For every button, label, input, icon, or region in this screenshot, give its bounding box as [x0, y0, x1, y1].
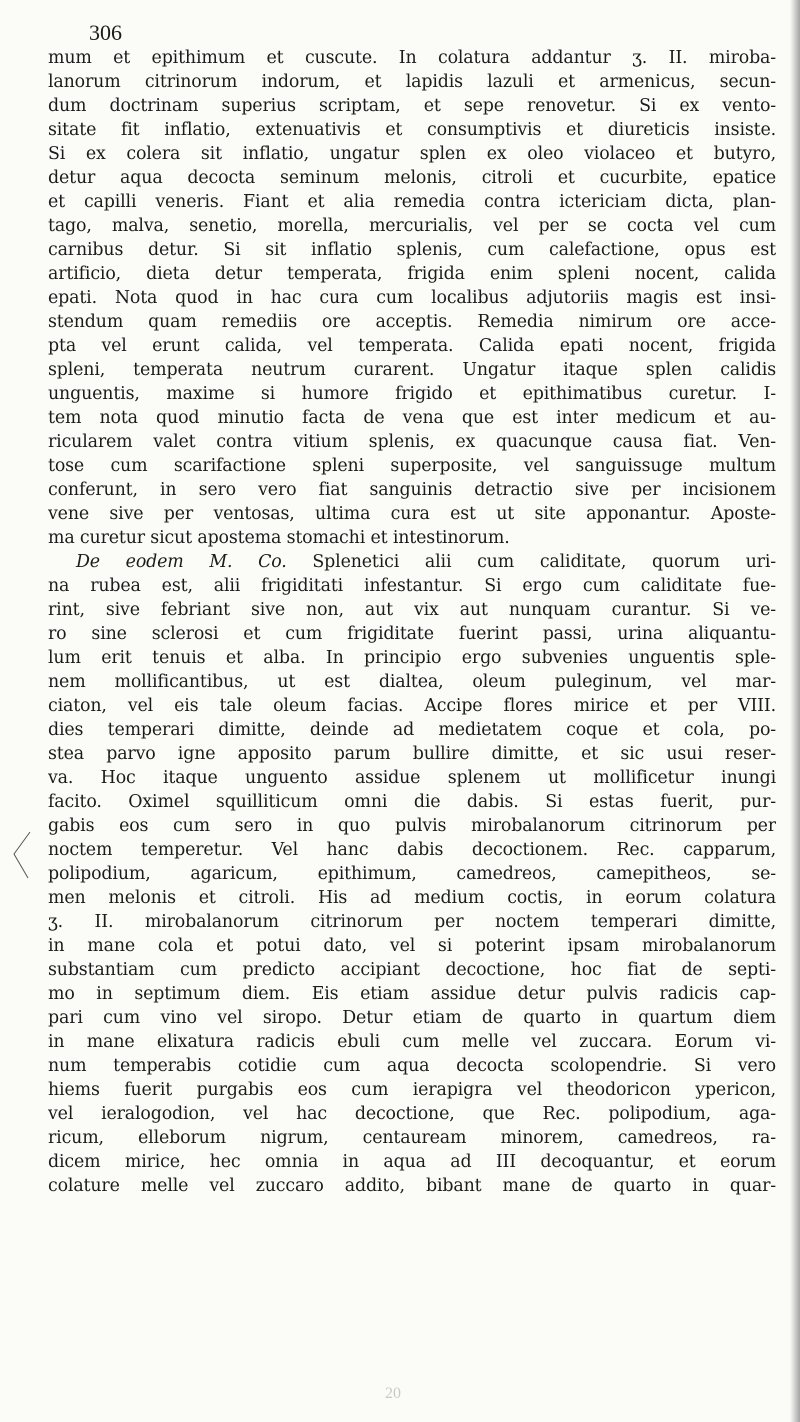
- text-line: ro sine sclerosi et cum frigiditate fuerint passi, urina aliquantu-: [48, 624, 776, 644]
- text-line: ciaton, vel eis tale oleum facias. Accipe flores mirice et per VIII.: [48, 696, 776, 716]
- text-line: conferunt, in sero vero fiat sanguinis detractio sive per incisionem: [48, 480, 776, 500]
- text-line: in mane elixatura radicis ebuli cum melle vel zuccara. Eorum vi-: [48, 1032, 776, 1052]
- text-line: in mane cola et potui dato, vel si poterint ipsam mirobalanorum: [48, 936, 776, 956]
- text-line: mum et epithimum et cuscute. In colatura addantur ʒ. II. miroba-: [48, 48, 776, 68]
- text-line: men melonis et citroli. His ad medium coctis, in eorum colatura: [48, 888, 776, 908]
- text-line: colature melle vel zuccaro addito, bibant mane de quarto in quar-: [48, 1176, 776, 1196]
- text-line: epati. Nota quod in hac cura cum localibus adjutoriis magis est insi-: [48, 288, 776, 308]
- text-line: ma curetur sicut apostema stomachi et intestinorum.: [48, 528, 510, 548]
- text-line: facito. Oximel squilliticum omni die dabis. Si estas fuerit, pur-: [48, 792, 776, 812]
- text-line: Si ex colera sit inflatio, ungatur splen ex oleo violaceo et butyro,: [48, 144, 776, 164]
- text-line: stendum quam remediis ore acceptis. Remedia nimirum ore acce-: [48, 312, 776, 332]
- page-number: 306: [89, 20, 122, 45]
- section-rubric: De eodem M. Co.: [76, 552, 287, 572]
- text-line: spleni, temperata neutrum curarent. Ungatur itaque splen calidis: [48, 360, 776, 380]
- footer-signature: 20: [385, 1385, 401, 1402]
- text-line: unguentis, maxime si humore frigido et epithimatibus curetur. I-: [48, 384, 776, 404]
- text-line: rint, sive febriant sive non, aut vix aut nunquam curantur. Si ve-: [48, 600, 776, 620]
- text-line: vene sive per ventosas, ultima cura est ut site apponantur. Aposte-: [48, 504, 776, 524]
- text-line: mo in septimum diem. Eis etiam assidue detur pulvis radicis cap-: [48, 984, 776, 1004]
- body-text: [48, 46, 776, 1198]
- text-line: tago, malva, senetio, morella, mercurialis, vel per se cocta vel cum: [48, 216, 776, 236]
- text-line-continuation: Splenetici alii cum caliditate, quorum uri-: [312, 552, 776, 572]
- text-line: dum doctrinam superius scriptam, et sepe renovetur. Si ex vento-: [48, 96, 776, 116]
- text-line: hiems fuerit purgabis eos cum ierapigra vel theodoricon ypericon,: [48, 1080, 776, 1100]
- paragraph-start-line: [48, 550, 776, 574]
- text-line: dicem mirice, hec omnia in aqua ad III decoquantur, et eorum: [48, 1152, 776, 1172]
- text-line: et capilli veneris. Fiant et alia remedia contra ictericiam dicta, plan-: [48, 192, 776, 212]
- text-line: ricularem valet contra vitium splenis, ex quacunque causa fiat. Ven-: [48, 432, 776, 452]
- text-line: ricum, elleborum nigrum, centauream minorem, camedreos, ra-: [48, 1128, 776, 1148]
- text-line: vel ieralogodion, vel hac decoctione, que Rec. polipodium, aga-: [48, 1104, 776, 1124]
- text-line: pari cum vino vel siropo. Detur etiam de quarto in quartum diem: [48, 1008, 776, 1028]
- text-line: noctem temperetur. Vel hanc dabis decoctionem. Rec. capparum,: [48, 840, 776, 860]
- text-line: detur aqua decocta seminum melonis, citroli et cucurbite, epatice: [48, 168, 776, 188]
- text-line: tem nota quod minutio facta de vena que est inter medicum et au-: [48, 408, 776, 428]
- margin-bracket-mark: [4, 830, 34, 880]
- text-line: carnibus detur. Si sit inflatio splenis, cum calefactione, opus est: [48, 240, 776, 260]
- text-line: polipodium, agaricum, epithimum, camedreos, camepitheos, se-: [48, 864, 776, 884]
- text-line: gabis eos cum sero in quo pulvis mirobalanorum citrinorum per: [48, 816, 776, 836]
- text-line: sitate fit inflatio, extenuativis et consumptivis et diureticis insiste.: [48, 120, 776, 140]
- text-line: artificio, dieta detur temperata, frigida enim spleni nocent, calida: [48, 264, 776, 284]
- text-line: lanorum citrinorum indorum, et lapidis lazuli et armenicus, secun-: [48, 72, 776, 92]
- text-line: lum erit tenuis et alba. In principio ergo subvenies unguentis sple-: [48, 648, 776, 668]
- text-line: va. Hoc itaque unguento assidue splenem ut mollificetur inungi: [48, 768, 776, 788]
- text-line: dies temperari dimitte, deinde ad medietatem coque et cola, po-: [48, 720, 776, 740]
- text-line: nem mollificantibus, ut est dialtea, oleum puleginum, vel mar-: [48, 672, 776, 692]
- text-line: pta vel erunt calida, vel temperata. Calida epati nocent, frigida: [48, 336, 776, 356]
- text-line: ʒ. II. mirobalanorum citrinorum per noctem temperari dimitte,: [48, 912, 776, 932]
- page-edge-shadow: [790, 0, 800, 1422]
- text-line: num temperabis cotidie cum aqua decocta scolopendrie. Si vero: [48, 1056, 776, 1076]
- text-line: stea parvo igne apposito parum bullire dimitte, et sic usui reser-: [48, 744, 776, 764]
- text-line: tose cum scarifactione spleni superposite, vel sanguissuge multum: [48, 456, 776, 476]
- text-line: substantiam cum predicto accipiant decoctione, hoc fiat de septi-: [48, 960, 776, 980]
- text-line: na rubea est, alii frigiditati infestantur. Si ergo cum caliditate fue-: [48, 576, 776, 596]
